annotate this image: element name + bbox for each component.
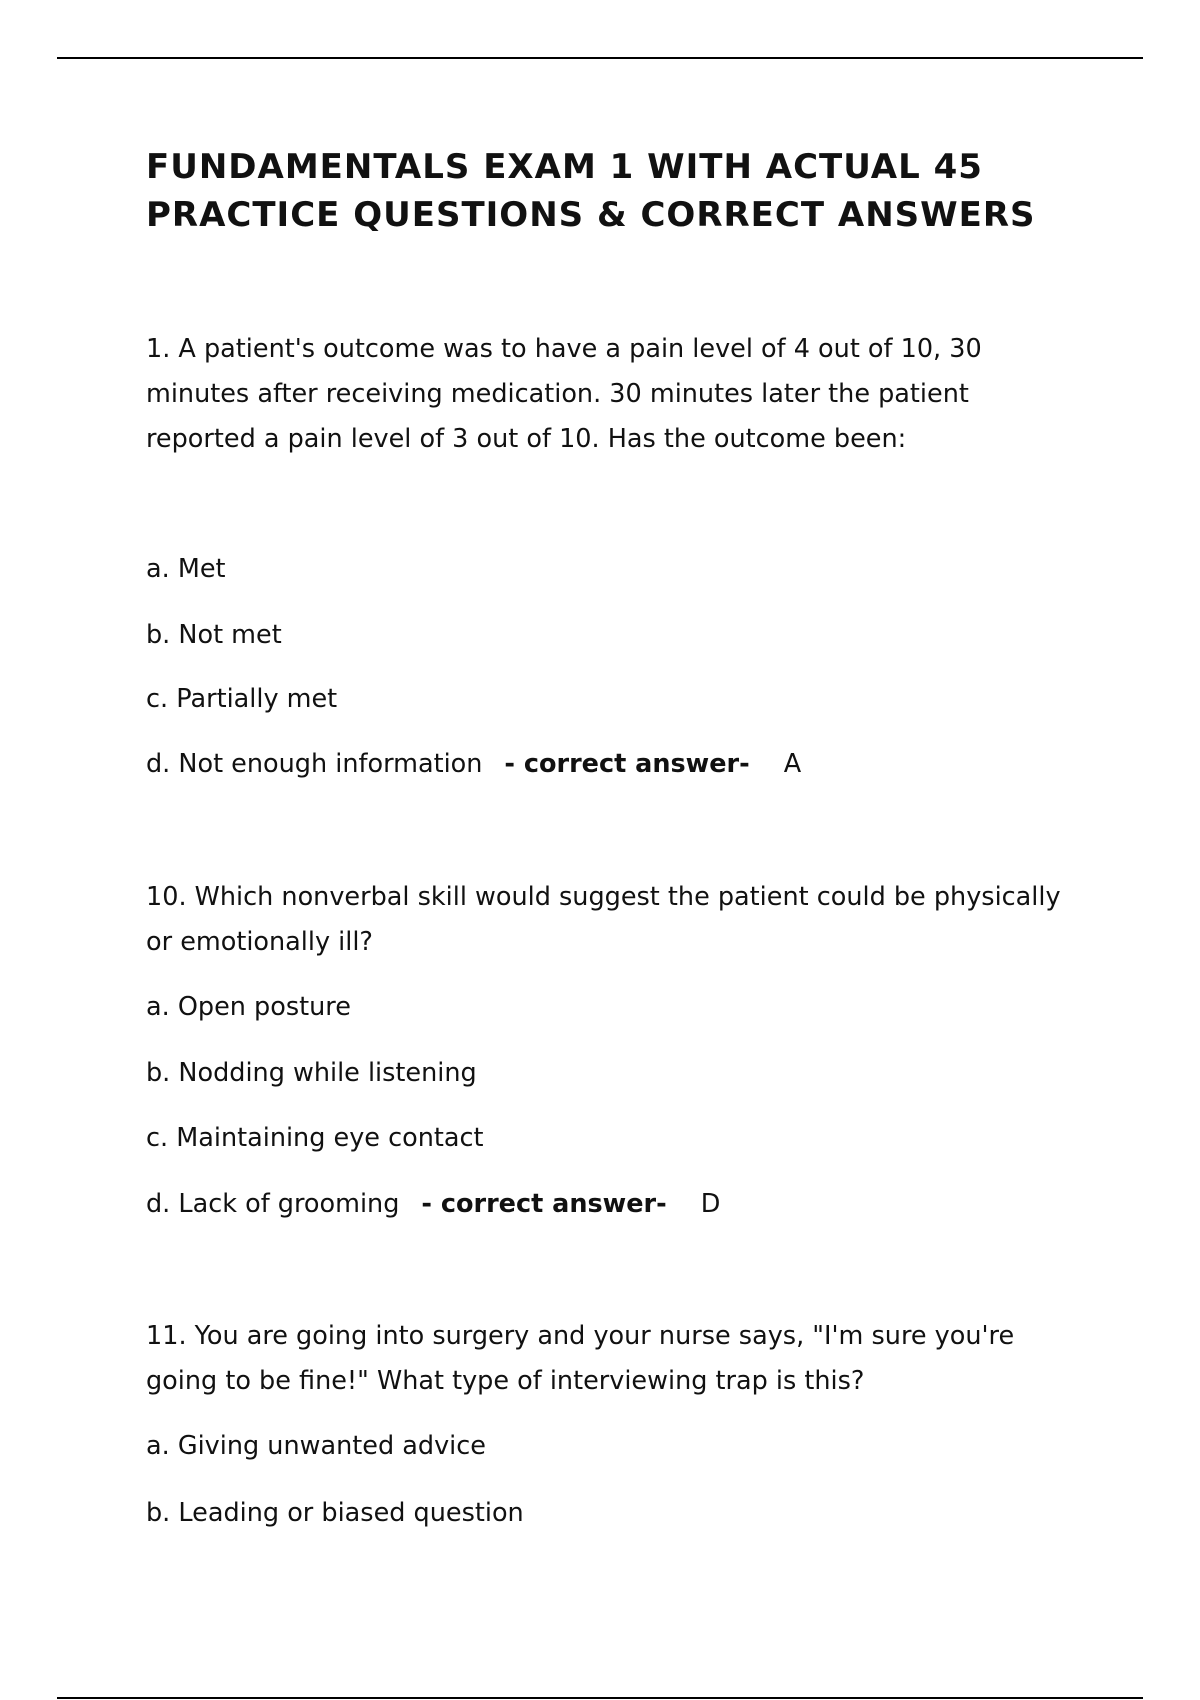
option-a: a. Met — [146, 554, 226, 584]
question-text-line: or emotionally ill? — [146, 927, 373, 957]
bottom-rule — [57, 1697, 1143, 1699]
option-d: d. Not enough information — [146, 749, 483, 779]
option-b: b. Leading or biased question — [146, 1498, 524, 1528]
question-text-line: 1. A patient's outcome was to have a pain level of 4 out of 10, 30 — [146, 334, 982, 364]
option-c: c. Maintaining eye contact — [146, 1123, 484, 1153]
correct-answer-value: D — [700, 1189, 721, 1219]
question-text-line: 10. Which nonverbal skill would suggest the patient could be physically — [146, 882, 1061, 912]
option-b: b. Not met — [146, 620, 282, 650]
correct-answer-label: - correct answer- — [504, 749, 750, 779]
option-d: d. Lack of grooming — [146, 1189, 400, 1219]
correct-answer-label: - correct answer- — [421, 1189, 667, 1219]
option-b: b. Nodding while listening — [146, 1058, 477, 1088]
option-a: a. Open posture — [146, 992, 351, 1022]
question-text-line: going to be fine!" What type of interviewing trap is this? — [146, 1366, 865, 1396]
top-rule — [57, 57, 1143, 59]
title-line-1: FUNDAMENTALS EXAM 1 WITH ACTUAL 45 — [146, 147, 983, 187]
title-line-2: PRACTICE QUESTIONS & CORRECT ANSWERS — [146, 195, 1036, 235]
question-text-line: minutes after receiving medication. 30 minutes later the patient — [146, 379, 969, 409]
page-title — [146, 143, 1146, 239]
option-a: a. Giving unwanted advice — [146, 1431, 486, 1461]
question-text-line: 11. You are going into surgery and your nurse says, "I'm sure you're — [146, 1321, 1015, 1351]
correct-answer-value: A — [783, 749, 802, 779]
option-d-line — [146, 741, 801, 787]
question-text-line: reported a pain level of 3 out of 10. Has the outcome been: — [146, 424, 907, 454]
option-d-line — [146, 1181, 720, 1227]
option-c: c. Partially met — [146, 684, 338, 714]
